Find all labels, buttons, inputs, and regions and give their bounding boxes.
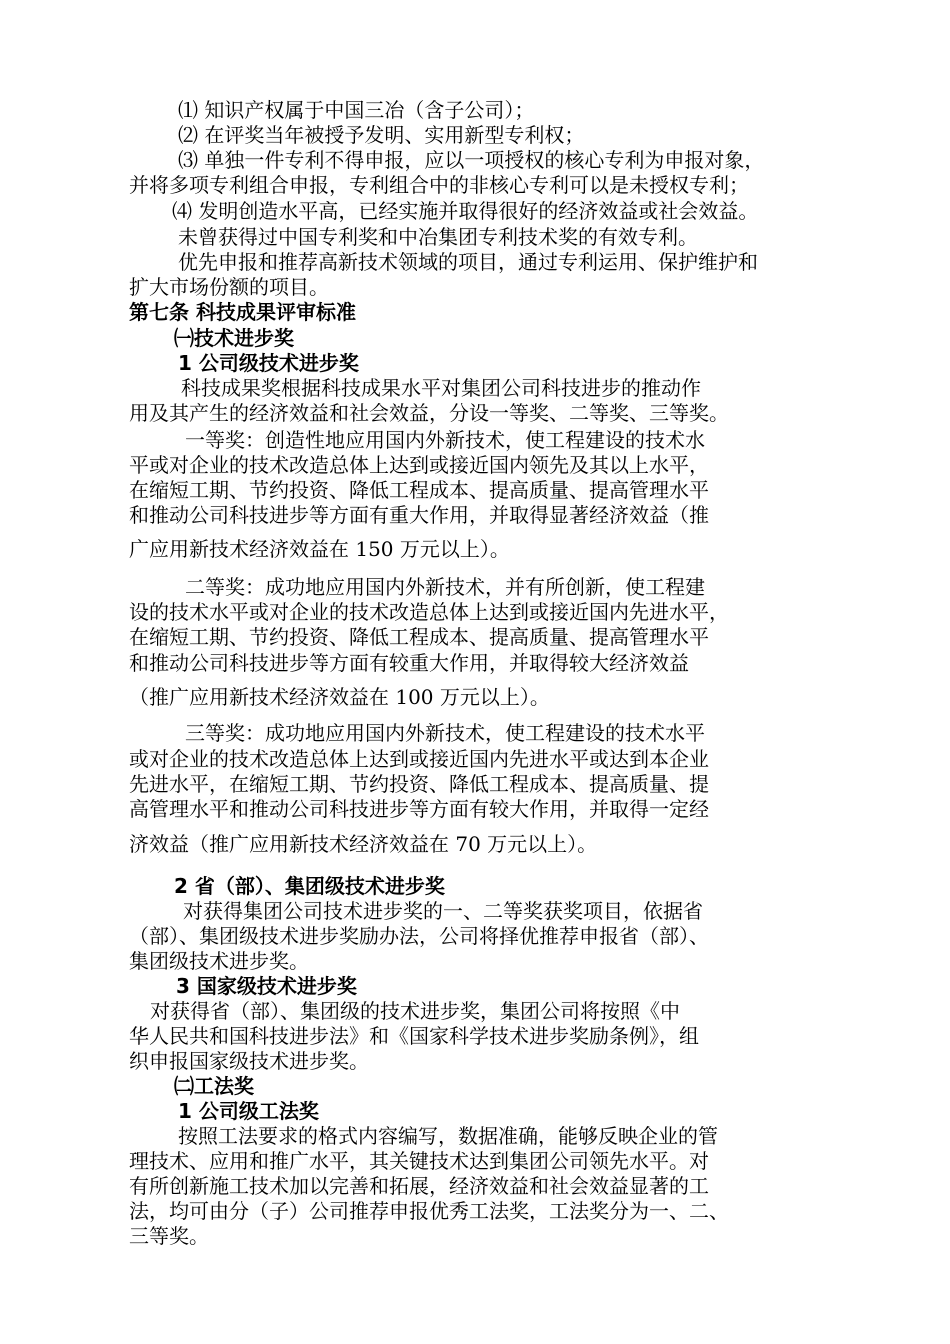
sub-1-intro-line-2: 用及其产生的经济效益和社会效益，分设一等奖、二等奖、三等奖。 xyxy=(129,401,729,425)
second-prize-line-2: 设的技术水平或对企业的技术改造总体上达到或接近国内先进水平， xyxy=(129,600,729,624)
sub-4-heading: 1 公司级工法奖 xyxy=(178,1099,319,1123)
article-7-heading: 第七条 科技成果评审标准 xyxy=(129,300,356,324)
first-prize-line-4: 和推动公司科技进步等方面有重大作用，并取得显著经济效益（推 xyxy=(129,503,709,527)
patent-condition-1: ⑴ 知识产权属于中国三冶（含子公司）； xyxy=(178,98,535,122)
third-prize-line-3: 先进水平，在缩短工期、节约投资、降低工程成本、提高质量、提 xyxy=(129,772,709,796)
third-prize-line-4: 高管理水平和推动公司科技进步等方面有较大作用，并取得一定经 xyxy=(129,797,709,821)
sub-1-intro-line-1: 科技成果奖根据科技成果水平对集团公司科技进步的推动作 xyxy=(181,376,701,400)
third-prize-line-1: 三等奖：成功地应用国内外新技术，使工程建设的技术水平 xyxy=(185,721,705,745)
second-prize-line-1: 二等奖：成功地应用国内外新技术，并有所创新，使工程建 xyxy=(185,575,705,599)
first-prize-line-2: 平或对企业的技术改造总体上达到或接近国内领先及其以上水平， xyxy=(129,453,709,477)
second-prize-line-4: 和推动公司科技进步等方面有较重大作用，并取得较大经济效益 xyxy=(129,651,689,675)
third-prize-line-5: 济效益（推广应用新技术经济效益在 70 万元以上）。 xyxy=(129,832,598,856)
section-2-heading: ㈡工法奖 xyxy=(174,1074,254,1098)
sub-2-text-line-2: （部）、集团级技术进步奖励办法，公司将择优推荐申报省（部）、 xyxy=(129,924,709,948)
sub-4-text-line-5: 三等奖。 xyxy=(129,1224,209,1248)
first-prize-line-5: 广应用新技术经济效益在 150 万元以上）。 xyxy=(129,537,510,561)
first-prize-line-3: 在缩短工期、节约投资、降低工程成本、提高质量、提高管理水平 xyxy=(129,478,709,502)
section-1-heading: ㈠技术进步奖 xyxy=(174,326,294,350)
sub-2-text-line-3: 集团级技术进步奖。 xyxy=(129,949,309,973)
priority-note-line-1: 优先申报和推荐高新技术领域的项目，通过专利运用、保护维护和 xyxy=(178,250,758,274)
patent-condition-2: ⑵ 在评奖当年被授予发明、实用新型专利权； xyxy=(178,123,585,147)
sub-2-heading: 2 省（部）、集团级技术进步奖 xyxy=(174,874,445,898)
sub-2-text-line-1: 对获得集团公司技术进步奖的一、二等奖获奖项目，依据省 xyxy=(183,899,703,923)
sub-3-text-line-1: 对获得省（部）、集团级的技术进步奖，集团公司将按照《中 xyxy=(150,999,680,1023)
sub-3-text-line-3: 织申报国家级技术进步奖。 xyxy=(129,1049,369,1073)
second-prize-line-5: （推广应用新技术经济效益在 100 万元以上）。 xyxy=(129,685,550,709)
patent-condition-3: ⑶ 单独一件专利不得申报，应以一项授权的核心专利为申报对象， xyxy=(178,148,765,172)
sub-4-text-line-1: 按照工法要求的格式内容编写，数据准确，能够反映企业的管 xyxy=(178,1124,718,1148)
priority-note-line-2: 扩大市场份额的项目。 xyxy=(129,275,329,299)
sub-3-text-line-2: 华人民共和国科技进步法》和《国家科学技术进步奖励条例》，组 xyxy=(129,1024,699,1048)
patent-condition-4: ⑷ 发明创造水平高，已经实施并取得很好的经济效益或社会效益。 xyxy=(172,199,759,223)
sub-4-text-line-2: 理技术、应用和推广水平，其关键技术达到集团公司领先水平。对 xyxy=(129,1149,709,1173)
first-prize-line-1: 一等奖：创造性地应用国内外新技术，使工程建设的技术水 xyxy=(185,428,705,452)
patent-note: 未曾获得过中国专利奖和中冶集团专利技术奖的有效专利。 xyxy=(178,225,698,249)
third-prize-line-2: 或对企业的技术改造总体上达到或接近国内先进水平或达到本企业 xyxy=(129,747,709,771)
sub-3-heading: 3 国家级技术进步奖 xyxy=(176,974,357,998)
sub-4-text-line-4: 法，均可由分（子）公司推荐申报优秀工法奖，工法奖分为一、二、 xyxy=(129,1199,729,1223)
patent-condition-3-cont: 并将多项专利组合申报，专利组合中的非核心专利可以是未授权专利； xyxy=(129,173,749,197)
sub-4-text-line-3: 有所创新施工技术加以完善和拓展，经济效益和社会效益显著的工 xyxy=(129,1174,709,1198)
sub-1-heading: 1 公司级技术进步奖 xyxy=(178,351,359,375)
second-prize-line-3: 在缩短工期、节约投资、降低工程成本、提高质量、提高管理水平 xyxy=(129,625,709,649)
